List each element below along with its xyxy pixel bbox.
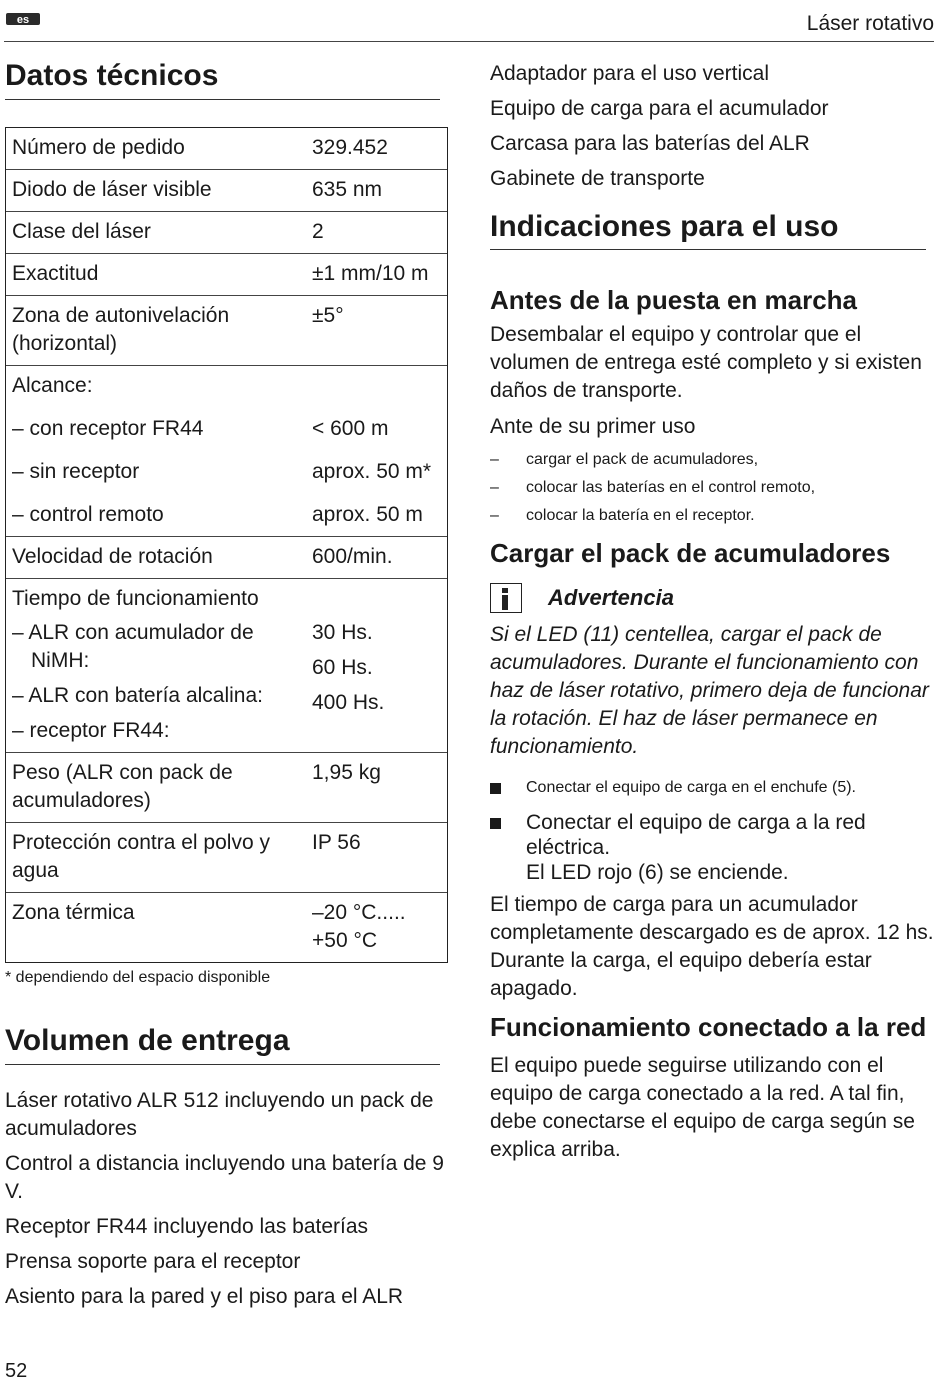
spec-value: IP 56	[312, 831, 361, 854]
svg-text:es: es	[16, 14, 30, 26]
before-use-heading: Antes de la puesta en marcha	[490, 285, 858, 315]
specs-table	[5, 127, 448, 963]
delivery-item: Láser rotativo ALR 512 incluyendo un pack de acumuladores	[5, 1089, 434, 1140]
spec-row-accuracy	[6, 254, 447, 296]
mains-heading: Funcionamiento conectado a la red	[490, 1012, 927, 1042]
charge-step-result: El LED rojo (6) se enciende.	[526, 861, 789, 884]
spec-value: 60 Hs.	[312, 656, 373, 679]
footnote: * dependiendo del espacio disponible	[5, 969, 271, 986]
spec-value: 1,95 kg	[312, 761, 381, 784]
first-use-item	[490, 479, 938, 497]
spec-row-runtime	[6, 579, 447, 753]
spec-label: Velocidad de rotación	[12, 545, 213, 568]
runtime-values	[312, 613, 384, 745]
spec-label: Alcance:	[12, 374, 93, 397]
spec-label: Exactitud	[12, 262, 99, 285]
specs-heading-rule	[5, 99, 440, 100]
delivery-item: Gabinete de transporte	[490, 167, 705, 190]
spec-label: – ALR con batería alcalina:	[12, 684, 263, 707]
spec-value: 2	[312, 220, 324, 243]
charge-step-body	[526, 810, 938, 885]
first-use-item-text: cargar el pack de acumuladores,	[526, 450, 759, 468]
spec-label: Zona de autonivelación (horizontal)	[12, 304, 230, 355]
mains-text: El equipo puede seguirse utilizando con el equipo de carga conectado a la red. A tal fin, debe conectarse el equipo de carga según se explica arriba.	[490, 1054, 915, 1161]
spec-value: aprox. 50 m	[312, 503, 423, 526]
spec-label: – receptor FR44:	[12, 719, 170, 742]
range-item	[6, 501, 447, 529]
before-use-text: Desembalar el equipo y controlar que el volumen de entrega esté completo y si existen daños de transporte.	[490, 322, 922, 402]
runtime-items	[6, 613, 447, 745]
first-use-item	[490, 451, 938, 469]
first-use-item	[490, 507, 938, 525]
page-number: 52	[5, 1360, 28, 1382]
dash-marker: –	[490, 506, 499, 524]
charge-heading: Cargar el pack de acumuladores	[490, 537, 891, 568]
spec-row-range	[6, 366, 447, 537]
spec-row-protection	[6, 823, 447, 893]
spec-value: 30 Hs.	[312, 621, 373, 644]
usage-heading-rule	[490, 249, 926, 250]
note-header	[490, 583, 938, 613]
note-text: Si el LED (11) centellea, cargar el pack de acumuladores. Durante el funcionamiento con haz de láser rotativo, primero deja de funcionar la rotación. El haz de láser permanece en funcionamiento.	[490, 623, 929, 758]
dash-marker: –	[490, 450, 499, 468]
spec-value: 600/min.	[312, 545, 393, 568]
spec-label: – ALR con acumulador de NiMH:	[12, 621, 254, 672]
info-icon	[490, 583, 522, 613]
spec-label: – control remoto	[12, 503, 164, 526]
spec-row-weight	[6, 753, 447, 823]
spec-value: aprox. 50 m*	[312, 460, 432, 483]
first-use-intro: Ante de su primer uso	[490, 414, 696, 438]
spec-label: Zona térmica	[12, 901, 135, 924]
note-title: Advertencia	[548, 585, 674, 610]
charge-step-text: Conectar el equipo de carga a la red eléctrica.	[526, 811, 866, 859]
spec-label: Tiempo de funcionamiento	[12, 587, 259, 610]
bullet-marker	[490, 810, 526, 885]
bullet-marker	[490, 775, 526, 800]
usage-heading: Indicaciones para el uso	[490, 210, 839, 243]
spec-row-rotation-speed	[6, 537, 447, 579]
spec-value: ±5°	[312, 304, 344, 327]
spec-value: < 600 m	[312, 417, 389, 440]
left-column	[5, 56, 450, 1318]
first-use-item-text: colocar la batería en el receptor.	[526, 506, 755, 524]
runtime-labels	[6, 613, 312, 745]
spec-label: – con receptor FR44	[12, 417, 204, 440]
charge-step	[490, 775, 938, 800]
header-title: Láser rotativo	[806, 12, 934, 35]
spec-value: 635 nm	[312, 178, 383, 201]
delivery-heading: Volumen de entrega	[5, 1024, 290, 1057]
charge-step	[490, 810, 938, 885]
delivery-list	[5, 1087, 450, 1311]
spec-label: Diodo de láser visible	[12, 178, 212, 201]
spec-label: Clase del láser	[12, 220, 151, 243]
spec-label: Protección contra el polvo y agua	[12, 831, 270, 882]
delivery-list-continued	[490, 60, 938, 193]
spec-value: 400 Hs.	[312, 691, 385, 714]
es-language-logo-icon	[5, 10, 41, 28]
spec-row-temperature	[6, 893, 447, 962]
delivery-item: Asiento para la pared y el piso para el ALR	[5, 1285, 404, 1308]
right-column	[490, 60, 938, 1164]
spec-value: –20 °C..... +50 °C	[312, 901, 406, 952]
range-item	[6, 415, 447, 443]
dash-marker: –	[490, 478, 499, 496]
spec-label: Número de pedido	[12, 136, 185, 159]
charge-time-text: El tiempo de carga para un acumulador completamente descargado es de aprox. 12 hs. Durante la carga, el equipo debería estar apagado.	[490, 893, 934, 1000]
delivery-item: Equipo de carga para el acumulador	[490, 97, 829, 120]
spec-row-laser-diode	[6, 170, 447, 212]
spec-label: – sin receptor	[12, 460, 140, 483]
delivery-item: Prensa soporte para el receptor	[5, 1250, 301, 1273]
spec-value: 329.452	[312, 136, 388, 159]
delivery-item: Control a distancia incluyendo una batería de 9 V.	[5, 1152, 444, 1203]
header-divider	[4, 41, 934, 42]
spec-label: Peso (ALR con pack de acumuladores)	[12, 761, 233, 812]
delivery-item: Adaptador para el uso vertical	[490, 62, 769, 85]
delivery-item: Carcasa para las baterías del ALR	[490, 132, 810, 155]
spec-row-order-number	[6, 128, 447, 170]
range-item	[6, 458, 447, 486]
delivery-item: Receptor FR44 incluyendo las baterías	[5, 1215, 369, 1238]
first-use-item-text: colocar las baterías en el control remoto,	[526, 478, 816, 496]
specs-heading: Datos técnicos	[5, 59, 219, 92]
spec-row-self-leveling	[6, 296, 447, 366]
spec-value: ±1 mm/10 m	[312, 262, 429, 285]
charge-step-text: Conectar el equipo de carga en el enchufe (5).	[526, 779, 856, 796]
spec-row-laser-class	[6, 212, 447, 254]
delivery-heading-rule	[5, 1064, 440, 1065]
